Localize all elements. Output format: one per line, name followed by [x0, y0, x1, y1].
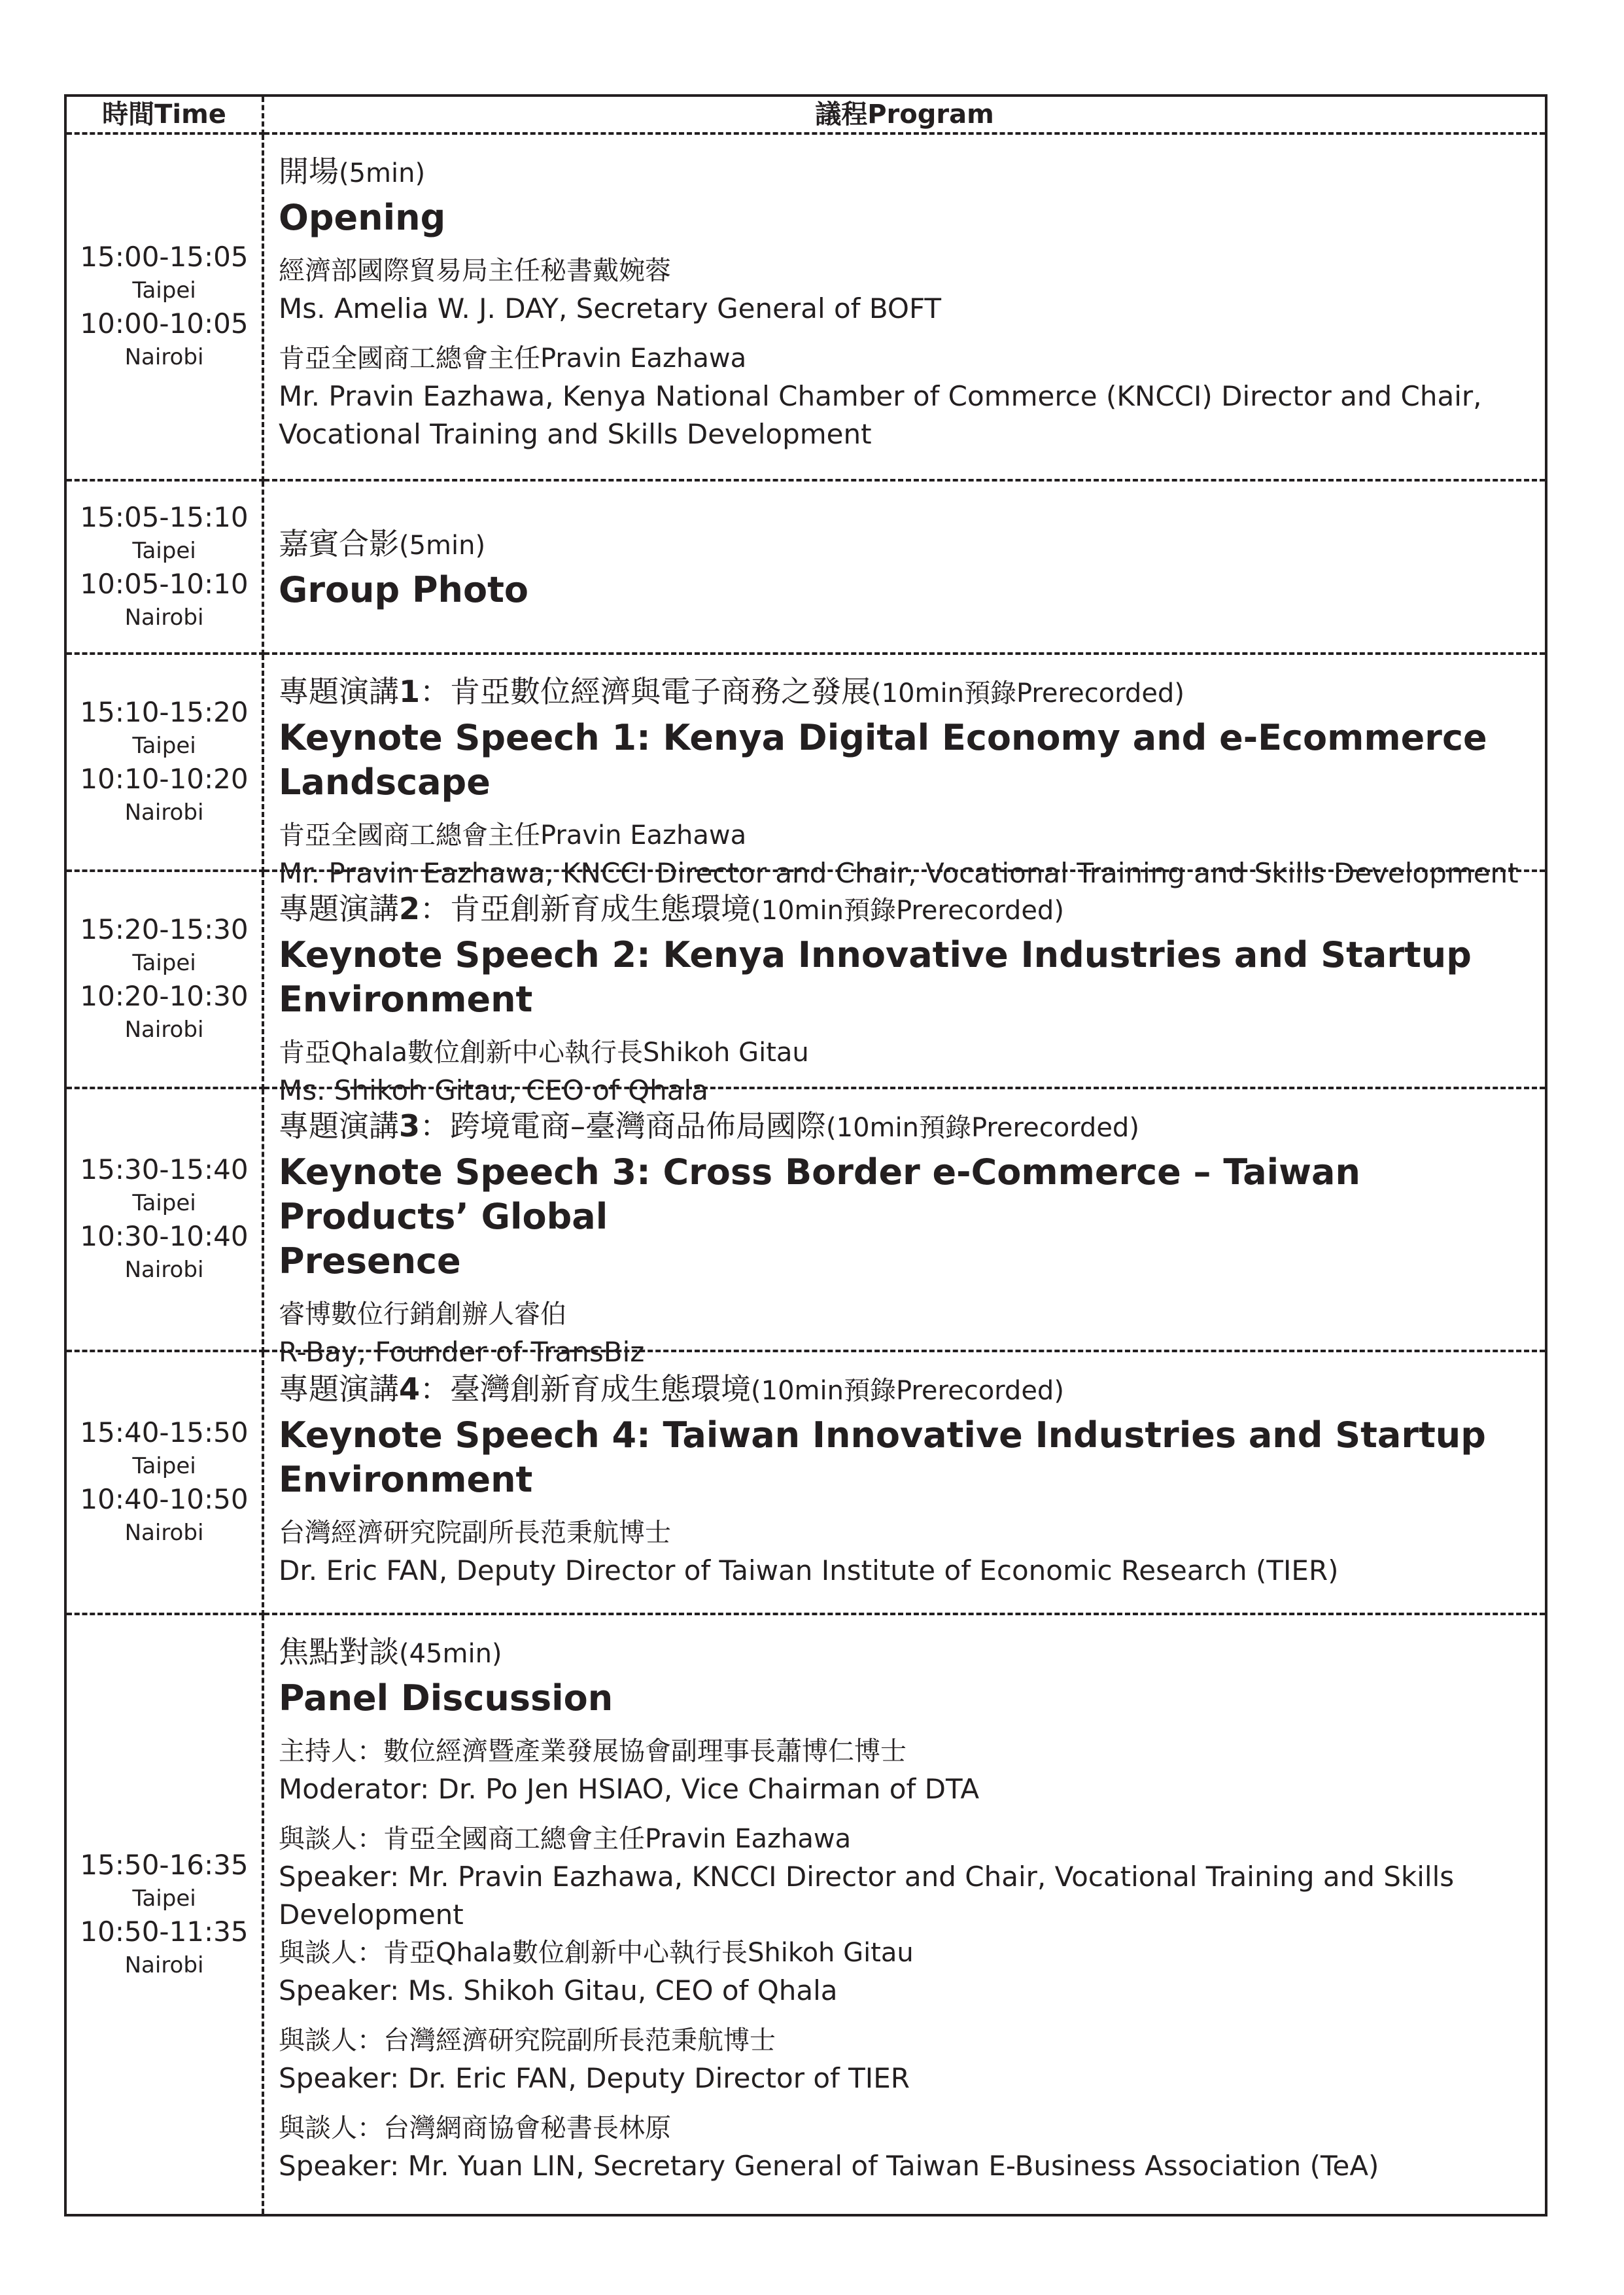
program-cell	[264, 872, 1545, 1106]
session-duration: (10min預錄Prerecorded)	[751, 1376, 1064, 1406]
session-title-en-continued: Presence	[279, 1240, 461, 1282]
session-title-zh: 專題演講2：肯亞創新育成生態環境(10min預錄Prerecorded)	[279, 891, 1064, 926]
taipei-label: Taipei	[132, 537, 196, 564]
session-title-en: Keynote Speech 3: Cross Border e-Commerce – Taiwan Products’ Global	[279, 1151, 1360, 1237]
session-title-zh: 專題演講3：跨境電商–臺灣商品佈局國際(10min預錄Prerecorded)	[279, 1108, 1139, 1144]
session-title-zh: 專題演講1：肯亞數位經濟與電子商務之發展(10min預錄Prerecorded)	[279, 674, 1184, 709]
session-duration: (10min預錄Prerecorded)	[751, 896, 1064, 926]
session-title-en: Keynote Speech 4: Taiwan Innovative Industries and Startup	[279, 1414, 1486, 1456]
moderator-zh: 主持人：數位經濟暨產業發展協會副理事長蕭博仁博士	[279, 1736, 907, 1766]
speaker-zh: 肯亞Qhala數位創新中心執行長Shikoh Gitau	[279, 1038, 809, 1068]
session-duration: (10min預錄Prerecorded)	[826, 1113, 1139, 1143]
speaker-zh: 肯亞全國商工總會主任Pravin Eazhawa	[279, 343, 747, 374]
speaker-zh: 台灣經濟研究院副所長范秉航博士	[279, 1518, 671, 1548]
program-cell	[264, 655, 1545, 889]
speaker-en: Speaker: Mr. Yuan LIN, Secretary General of Taiwan E-Business Association (TeA)	[279, 2150, 1379, 2182]
session-title-en: Group Photo	[279, 569, 528, 610]
speaker-en: Speaker: Ms. Shikoh Gitau, CEO of Qhala	[279, 1974, 838, 2006]
program-cell	[264, 1352, 1545, 1615]
taipei-label: Taipei	[132, 733, 196, 759]
session-duration: (5min)	[339, 158, 426, 188]
session-duration: (45min)	[399, 1639, 502, 1669]
nairobi-label: Nairobi	[124, 344, 204, 370]
speaker-zh: 睿博數位行銷創辦人睿伯	[279, 1299, 566, 1329]
program-cell	[264, 135, 1545, 482]
speaker-en: Dr. Eric FAN, Deputy Director of Taiwan Institute of Economic Research (TIER)	[279, 1554, 1339, 1586]
time-column-header: 時間Time	[67, 97, 264, 135]
speaker-zh: 肯亞全國商工總會主任Pravin Eazhawa	[279, 820, 747, 850]
taipei-label: Taipei	[132, 1885, 196, 1912]
taipei-time: 15:40-15:50	[80, 1416, 249, 1448]
speaker-zh: 與談人：肯亞全國商工總會主任Pravin Eazhawa	[279, 1824, 852, 1854]
session-title-en-continued: Environment	[279, 1459, 533, 1500]
session-title-en: Keynote Speech 1: Kenya Digital Economy and e-Ecommerce Landscape	[279, 717, 1487, 803]
nairobi-label: Nairobi	[124, 604, 204, 631]
moderator-en: Moderator: Dr. Po Jen HSIAO, Vice Chairman of DTA	[279, 1773, 980, 1805]
nairobi-time: 10:05-10:10	[80, 567, 249, 600]
nairobi-time: 10:30-10:40	[80, 1220, 249, 1252]
nairobi-label: Nairobi	[124, 1017, 204, 1043]
time-cell	[67, 1089, 264, 1352]
nairobi-label: Nairobi	[124, 1520, 204, 1546]
nairobi-time: 10:00-10:05	[80, 307, 249, 340]
speaker-en: Speaker: Dr. Eric FAN, Deputy Director of TIER	[279, 2062, 910, 2094]
nairobi-time: 10:50-11:35	[80, 1915, 249, 1948]
agenda-table	[64, 94, 1547, 2216]
session-title-en: Panel Discussion	[279, 1677, 613, 1719]
taipei-time: 15:05-15:10	[80, 500, 249, 533]
speaker-zh: 與談人：台灣經濟研究院副所長范秉航博士	[279, 2025, 776, 2056]
time-cell	[67, 1615, 264, 2214]
program-cell	[264, 482, 1545, 655]
program-column-header: 議程Program	[264, 97, 1545, 135]
speaker-en: Ms. Shikoh Gitau, CEO of Qhala	[279, 1074, 708, 1106]
time-cell	[67, 1352, 264, 1615]
session-duration: (10min預錄Prerecorded)	[871, 678, 1184, 709]
speaker-en: Speaker: Mr. Pravin Eazhawa, KNCCI Director and Chair, Vocational Training and Skills	[279, 1861, 1455, 1893]
time-cell	[67, 135, 264, 482]
nairobi-time: 10:10-10:20	[80, 763, 249, 795]
taipei-label: Taipei	[132, 950, 196, 976]
session-title-zh: 開場(5min)	[279, 154, 426, 189]
program-cell	[264, 1089, 1545, 1368]
speaker-en-continued: Vocational Training and Skills Development	[279, 418, 872, 450]
speaker-en-continued: Development	[279, 1899, 464, 1931]
session-title-en: Keynote Speech 2: Kenya Innovative Industries and Startup Environment	[279, 934, 1472, 1020]
speaker-en: Mr. Pravin Eazhawa, KNCCI Director and Chair, Vocational Training and Skills Development	[279, 857, 1519, 889]
taipei-time: 15:20-15:30	[80, 913, 249, 945]
taipei-time: 15:50-16:35	[80, 1848, 249, 1881]
speaker-zh: 與談人：肯亞Qhala數位創新中心執行長Shikoh Gitau	[279, 1938, 914, 1968]
taipei-time: 15:00-15:05	[80, 241, 249, 273]
taipei-label: Taipei	[132, 1190, 196, 1216]
speaker-en: Mr. Pravin Eazhawa, Kenya National Chamber of Commerce (KNCCI) Director and Chair,	[279, 380, 1482, 412]
time-cell	[67, 655, 264, 872]
nairobi-time: 10:20-10:30	[80, 980, 249, 1012]
speaker-en: Ms. Amelia W. J. DAY, Secretary General of BOFT	[279, 292, 942, 324]
taipei-time: 15:10-15:20	[80, 696, 249, 728]
nairobi-label: Nairobi	[124, 1952, 204, 1978]
session-title-zh: 嘉賓合影(5min)	[279, 526, 486, 561]
taipei-label: Taipei	[132, 277, 196, 304]
taipei-time: 15:30-15:40	[80, 1153, 249, 1185]
time-cell	[67, 872, 264, 1089]
speaker-zh: 與談人：台灣網商協會秘書長林原	[279, 2113, 671, 2143]
program-cell	[264, 1615, 1545, 2214]
taipei-label: Taipei	[132, 1453, 196, 1479]
nairobi-time: 10:40-10:50	[80, 1483, 249, 1515]
session-title-zh: 專題演講4：臺灣創新育成生態環境(10min預錄Prerecorded)	[279, 1371, 1064, 1407]
session-duration: (5min)	[399, 531, 486, 561]
nairobi-label: Nairobi	[124, 1257, 204, 1283]
speaker-zh: 經濟部國際貿易局主任秘書戴婉蓉	[279, 256, 671, 286]
time-cell	[67, 482, 264, 655]
session-title-en: Opening	[279, 197, 446, 238]
nairobi-label: Nairobi	[124, 799, 204, 826]
session-title-zh: 焦點對談(45min)	[279, 1634, 502, 1670]
speaker-en: R-Bay, Founder of TransBiz	[279, 1336, 645, 1368]
